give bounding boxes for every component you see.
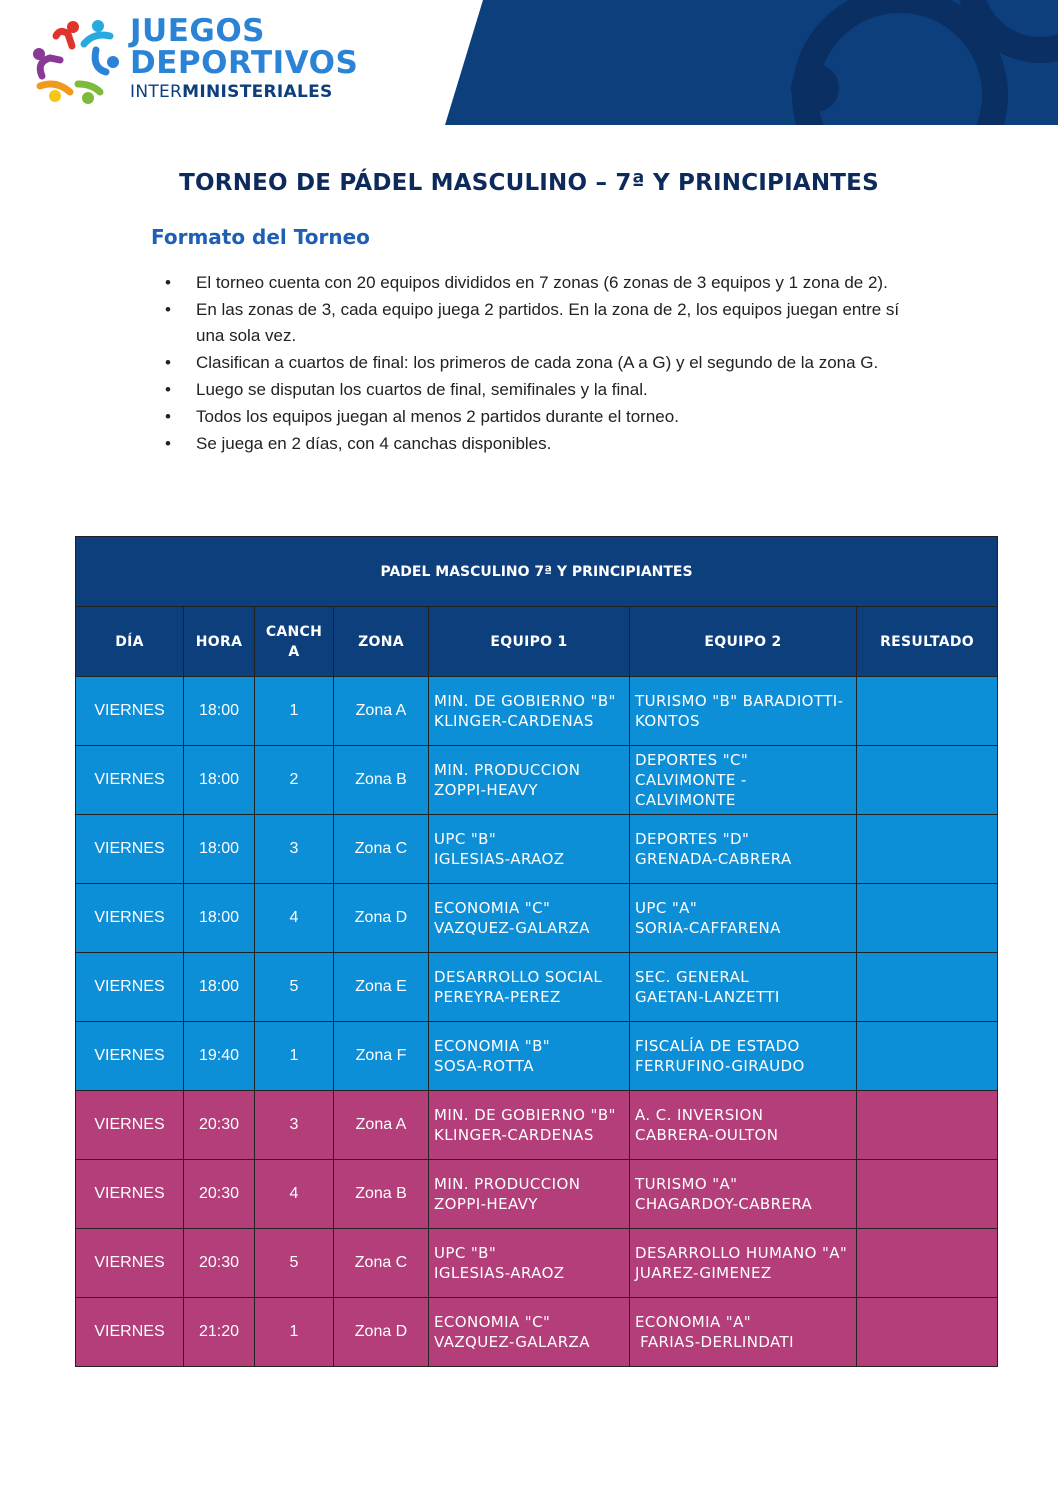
- bullet-dot-icon: •: [165, 434, 171, 453]
- cell-equipo1-line: IGLESIAS-ARAOZ: [434, 1264, 565, 1282]
- cell-zona: Zona D: [334, 1298, 429, 1367]
- cell-hora: 19:40: [184, 1022, 255, 1091]
- cell-equipo1: [429, 1160, 630, 1229]
- cell-equipo1-line: ECONOMIA "B": [434, 1037, 551, 1055]
- cell-equipo1: [429, 1091, 630, 1160]
- logo-line-1: JUEGOS: [130, 13, 266, 49]
- cell-zona: Zona C: [334, 1229, 429, 1298]
- cell-resultado: [857, 746, 998, 815]
- cell-resultado: [857, 1091, 998, 1160]
- bullet-item: • Todos los equipos juegan al menos 2 partidos durante el torneo.: [165, 404, 915, 430]
- table-row: [76, 1022, 998, 1091]
- logo-line-2: DEPORTIVOS: [130, 45, 359, 81]
- cell-equipo2-line: UPC "A": [635, 899, 698, 917]
- cell-zona: Zona B: [334, 1160, 429, 1229]
- cell-hora: 20:30: [184, 1160, 255, 1229]
- cell-hora: 18:00: [184, 746, 255, 815]
- cell-equipo2-line: DESARROLLO HUMANO "A": [635, 1244, 848, 1262]
- table-row: [76, 1160, 998, 1229]
- table-caption: PADEL MASCULINO 7ª Y PRINCIPIANTES: [76, 537, 998, 607]
- cell-equipo2-line: TURISMO "B" BARADIOTTI-: [635, 692, 844, 710]
- cell-equipo2: [630, 884, 857, 953]
- bullet-dot-icon: •: [165, 300, 171, 319]
- cell-equipo2-line: CALVIMONTE -: [635, 771, 747, 789]
- cell-zona: Zona F: [334, 1022, 429, 1091]
- cell-hora: 20:30: [184, 1091, 255, 1160]
- cell-equipo1: [429, 746, 630, 815]
- cell-equipo1-line: MIN. PRODUCCION: [434, 1175, 581, 1193]
- cell-equipo1: [429, 1298, 630, 1367]
- cell-equipo2-line: GRENADA-CABRERA: [635, 850, 792, 868]
- cell-dia: VIERNES: [76, 1298, 184, 1367]
- bullet-item: • Luego se disputan los cuartos de final, semifinales y la final.: [165, 377, 915, 403]
- section-title: Formato del Torneo: [151, 225, 370, 249]
- logo-line-3-regular: INTER: [130, 82, 183, 102]
- cell-equipo1: [429, 953, 630, 1022]
- cell-equipo2: [630, 1160, 857, 1229]
- cell-resultado: [857, 1298, 998, 1367]
- logo-figures-icon: [28, 14, 123, 109]
- cell-cancha: 5: [255, 1229, 334, 1298]
- cell-equipo1-line: KLINGER-CARDENAS: [434, 1126, 594, 1144]
- bullet-dot-icon: •: [165, 353, 171, 372]
- cell-hora: 18:00: [184, 815, 255, 884]
- cell-equipo2: [630, 953, 857, 1022]
- cell-equipo2-line: JUAREZ-GIMENEZ: [635, 1264, 772, 1282]
- header-resultado: RESULTADO: [857, 607, 998, 677]
- table-row: [76, 1298, 998, 1367]
- logo-text: [130, 13, 359, 102]
- cell-zona: Zona A: [334, 1091, 429, 1160]
- table-row: [76, 1091, 998, 1160]
- cell-equipo2: [630, 815, 857, 884]
- cell-equipo2-line: CALVIMONTE: [635, 791, 736, 809]
- cell-resultado: [857, 815, 998, 884]
- schedule-table: [75, 536, 998, 1367]
- page-title: TORNEO DE PÁDEL MASCULINO – 7ª Y PRINCIPIANTES: [179, 170, 879, 196]
- cell-resultado: [857, 1229, 998, 1298]
- cell-equipo1-line: MIN. DE GOBIERNO "B": [434, 1106, 616, 1124]
- cell-equipo1-line: SOSA-ROTTA: [434, 1057, 534, 1075]
- cell-resultado: [857, 1160, 998, 1229]
- format-bullet-list: [165, 270, 915, 458]
- cell-dia: VIERNES: [76, 746, 184, 815]
- cell-equipo1: [429, 1022, 630, 1091]
- cell-equipo1-line: ZOPPI-HEAVY: [434, 781, 538, 799]
- cell-equipo1: [429, 677, 630, 746]
- cell-equipo2-line: FERRUFINO-GIRAUDO: [635, 1057, 805, 1075]
- cell-equipo1: [429, 884, 630, 953]
- cell-equipo2: [630, 1298, 857, 1367]
- cell-equipo2-line: CHAGARDOY-CABRERA: [635, 1195, 813, 1213]
- cell-equipo2-line: CABRERA-OULTON: [635, 1126, 779, 1144]
- cell-equipo2-line: DEPORTES "C": [635, 751, 749, 769]
- cell-hora: 21:20: [184, 1298, 255, 1367]
- cell-equipo2: [630, 1229, 857, 1298]
- cell-equipo1-line: PEREYRA-PEREZ: [434, 988, 561, 1006]
- cell-resultado: [857, 1022, 998, 1091]
- cell-resultado: [857, 953, 998, 1022]
- table-row: [76, 953, 998, 1022]
- cell-equipo2-line: SORIA-CAFFARENA: [635, 919, 781, 937]
- header-cancha: CANCH A: [255, 607, 334, 677]
- cell-equipo1-line: MIN. DE GOBIERNO "B": [434, 692, 616, 710]
- cell-dia: VIERNES: [76, 1022, 184, 1091]
- bullet-item: • En las zonas de 3, cada equipo juega 2 partidos. En la zona de 2, los equipos juegan entre sí una sola vez.: [165, 297, 915, 349]
- cell-equipo2-line: TURISMO "A": [635, 1175, 738, 1193]
- cell-equipo2: [630, 746, 857, 815]
- cell-equipo2-line: A. C. INVERSION: [635, 1106, 764, 1124]
- cell-equipo1-line: VAZQUEZ-GALARZA: [434, 919, 590, 937]
- cell-equipo2-line: FISCALÍA DE ESTADO: [635, 1037, 800, 1055]
- cell-equipo1-line: UPC "B": [434, 830, 497, 848]
- header-equipo1: EQUIPO 1: [429, 607, 630, 677]
- cell-cancha: 5: [255, 953, 334, 1022]
- cell-dia: VIERNES: [76, 1091, 184, 1160]
- cell-equipo1-line: UPC "B": [434, 1244, 497, 1262]
- cell-hora: 18:00: [184, 884, 255, 953]
- cell-cancha: 3: [255, 815, 334, 884]
- cell-dia: VIERNES: [76, 884, 184, 953]
- cell-cancha: 1: [255, 677, 334, 746]
- cell-dia: VIERNES: [76, 677, 184, 746]
- logo-line-3-bold: MINISTERIALES: [182, 82, 333, 102]
- cell-dia: VIERNES: [76, 1160, 184, 1229]
- cell-equipo2-line: KONTOS: [635, 712, 700, 730]
- cell-zona: Zona E: [334, 953, 429, 1022]
- cell-dia: VIERNES: [76, 953, 184, 1022]
- table-row: [76, 884, 998, 953]
- cell-hora: 20:30: [184, 1229, 255, 1298]
- cell-equipo1-line: MIN. PRODUCCION: [434, 761, 581, 779]
- cell-dia: VIERNES: [76, 1229, 184, 1298]
- schedule-body: [76, 677, 998, 1367]
- cell-dia: VIERNES: [76, 815, 184, 884]
- cell-equipo1-line: KLINGER-CARDENAS: [434, 712, 594, 730]
- table-row: [76, 1229, 998, 1298]
- cell-cancha: 2: [255, 746, 334, 815]
- cell-equipo1-line: ZOPPI-HEAVY: [434, 1195, 538, 1213]
- cell-zona: Zona A: [334, 677, 429, 746]
- cell-resultado: [857, 884, 998, 953]
- table-row: [76, 746, 998, 815]
- cell-cancha: 3: [255, 1091, 334, 1160]
- cell-cancha: 1: [255, 1022, 334, 1091]
- bullet-dot-icon: •: [165, 407, 171, 426]
- cell-zona: Zona C: [334, 815, 429, 884]
- cell-equipo1-line: VAZQUEZ-GALARZA: [434, 1333, 590, 1351]
- cell-equipo1: [429, 1229, 630, 1298]
- bullet-dot-icon: •: [165, 273, 171, 292]
- bullet-item: • Se juega en 2 días, con 4 canchas disponibles.: [165, 431, 915, 457]
- cell-equipo2-line: SEC. GENERAL: [635, 968, 750, 986]
- cell-cancha: 4: [255, 1160, 334, 1229]
- header-zona: ZONA: [334, 607, 429, 677]
- cell-equipo1-line: IGLESIAS-ARAOZ: [434, 850, 565, 868]
- header-dia: DÍA: [76, 607, 184, 677]
- cell-equipo2-line: GAETAN-LANZETTI: [635, 988, 780, 1006]
- bullet-item: • El torneo cuenta con 20 equipos divididos en 7 zonas (6 zonas de 3 equipos y 1 zona de 2).: [165, 270, 915, 296]
- cell-equipo1-line: ECONOMIA "C": [434, 899, 551, 917]
- cell-zona: Zona B: [334, 746, 429, 815]
- cell-hora: 18:00: [184, 677, 255, 746]
- table-row: [76, 677, 998, 746]
- cell-equipo2: [630, 1091, 857, 1160]
- cell-equipo2-line: FARIAS-DERLINDATI: [635, 1333, 794, 1351]
- cell-resultado: [857, 677, 998, 746]
- cell-cancha: 1: [255, 1298, 334, 1367]
- logo-line-3: [130, 84, 358, 101]
- cell-zona: Zona D: [334, 884, 429, 953]
- cell-equipo1-line: DESARROLLO SOCIAL: [434, 968, 603, 986]
- cell-cancha: 4: [255, 884, 334, 953]
- table-row: [76, 815, 998, 884]
- cell-equipo2-line: ECONOMIA "A": [635, 1313, 752, 1331]
- cell-equipo2-line: DEPORTES "D": [635, 830, 750, 848]
- header-hora: HORA: [184, 607, 255, 677]
- cell-hora: 18:00: [184, 953, 255, 1022]
- header-equipo2: EQUIPO 2: [630, 607, 857, 677]
- cell-equipo2: [630, 1022, 857, 1091]
- bullet-item: • Clasifican a cuartos de final: los primeros de cada zona (A a G) y el segundo de la zona G.: [165, 350, 915, 376]
- cell-equipo1-line: ECONOMIA "C": [434, 1313, 551, 1331]
- cell-equipo1: [429, 815, 630, 884]
- bullet-dot-icon: •: [165, 380, 171, 399]
- cell-equipo2: [630, 677, 857, 746]
